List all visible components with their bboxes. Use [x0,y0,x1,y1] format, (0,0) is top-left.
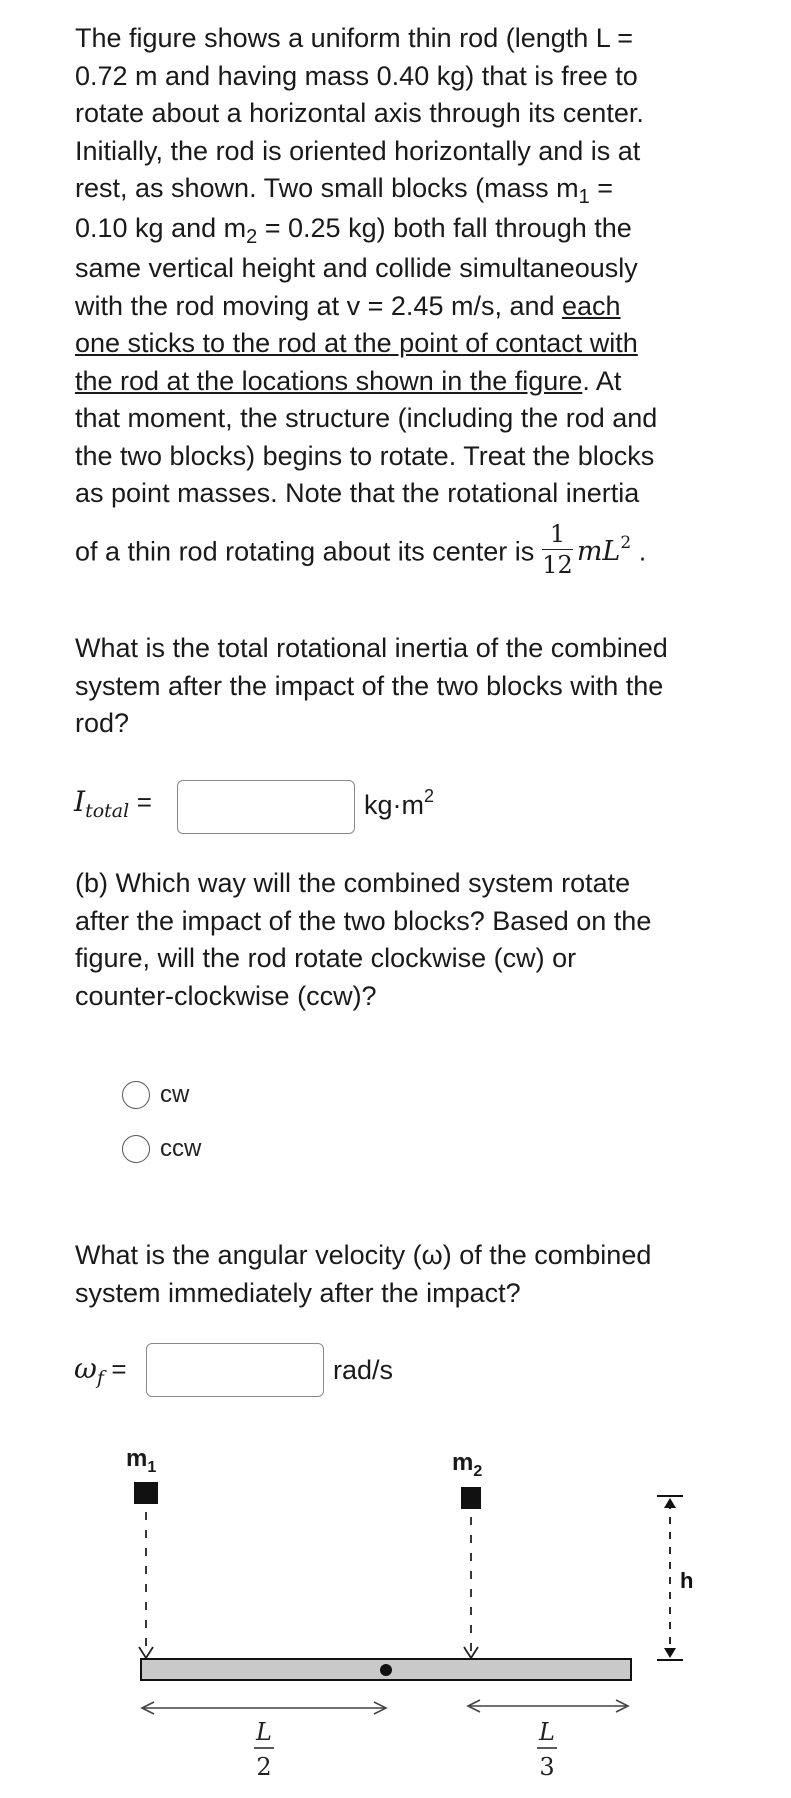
problem-line: 0.72 m and having mass 0.40 kg) that is free to [75,60,638,91]
rod-pivot [380,1664,392,1676]
problem-line: as point masses. Note that the rotational inertia [75,478,640,508]
omega-label: $\omega_f$ = [74,1352,127,1389]
radio-button[interactable] [122,1135,150,1163]
fall-arrow-m1 [139,1647,153,1658]
distance-label-l3-den: 3 [539,1753,555,1781]
rod-figure [0,1438,791,1798]
problem-line: of a thin rod rotating about its center is $\frac{1}{12}$ $mL^2$ . [75,519,647,579]
problem-line: the two blocks) begins to rotate. Treat the blocks [75,440,655,471]
option-label: ccw [160,1135,202,1162]
block-m2 [461,1487,481,1509]
height-arrow-down [664,1648,676,1658]
omega-answer-input[interactable] [146,1343,324,1397]
problem-line: rotate about a horizontal axis through its center. [75,98,644,128]
radio-button[interactable] [122,1081,150,1109]
problem-line: with the rod moving at v = 2.45 m/s, and each [75,290,621,321]
question-b-text: (b) Which way will the combined system rotate after the impact of the two blocks? Based on the figure, will the rod rotate clockwise (cw) or counter-clockwise (ccw)? [75,868,652,1011]
block-m1 [134,1482,158,1504]
problem-line: the rod at the locations shown in the figure. At [75,365,622,396]
question-a-text: What is the total rotational inertia of the combined system after the impact of the two blocks with the rod? [75,633,668,738]
problem-statement [75,20,755,584]
option-ccw[interactable] [122,1135,201,1163]
inertia-unit: $kg\cdot m^2$ [364,786,435,820]
inertia-label: $I_{total}$ = [74,785,152,822]
omega-unit: rad/s [333,1355,394,1385]
problem-line: that moment, the structure (including the rod and [75,403,658,433]
distance-label-l2-den: 2 [256,1753,272,1781]
problem-line: The figure shows a uniform thin rod (length L = [75,23,634,53]
inertia-formula: $mL^2$ [576,533,632,568]
distance-label-l2-num: L [256,1718,272,1746]
problem-line: rest, as shown. Two small blocks (mass $m_1$ = [75,173,614,208]
m2-label: $m_2$ [452,1449,483,1480]
distance-label-l3-num: L [539,1718,555,1746]
height-label: h [680,1568,694,1593]
problem-line: same vertical height and collide simultaneously [75,253,638,283]
inertia-fraction: $\frac{1}{12}$ [542,519,573,579]
option-cw[interactable] [122,1081,189,1109]
question-c-text: What is the angular velocity (ω) of the combined system immediately after the impact? [75,1240,652,1308]
option-label: cw [160,1081,190,1108]
inertia-answer-input[interactable] [177,780,355,834]
problem-line: 0.10 kg and $m_2 = 0.25$ kg) both fall through the [75,213,632,248]
problem-line: Initially, the rod is oriented horizontally and is at [75,135,641,166]
height-arrow-up [664,1498,676,1508]
problem-line: one sticks to the rod at the point of contact with [75,328,638,358]
m1-label: $m_1$ [126,1445,157,1476]
